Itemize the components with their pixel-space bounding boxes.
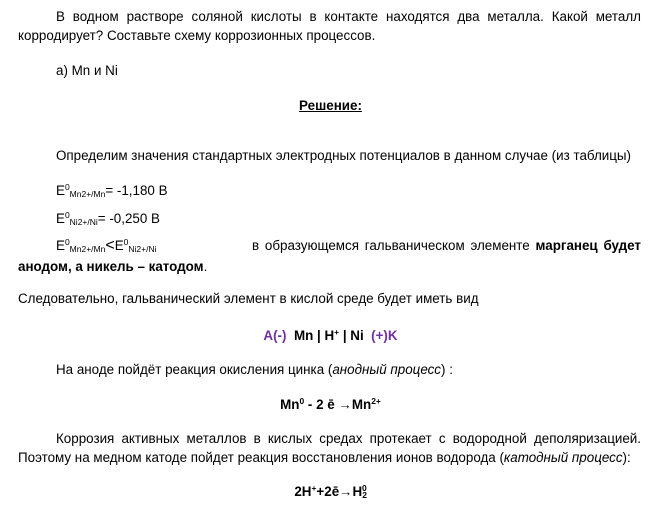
potential-sup: 0 xyxy=(64,210,70,220)
anode-equation xyxy=(0,396,661,413)
cathode-equation xyxy=(0,483,661,500)
compare-left-sup: 0 xyxy=(64,237,70,247)
corrosion-end: ): xyxy=(622,450,631,465)
corrosion-text-2: Поэтому на медном катоде пойдет реакция восстановления ионов водорода ( xyxy=(18,450,504,465)
element-sentence-text: в образующемся гальваническом элементе xyxy=(252,238,530,253)
element-sentence-bold-1: марганец будет xyxy=(535,238,641,253)
anode-eq-electron: ē xyxy=(327,397,335,412)
potential-sub: Ni2+/Ni xyxy=(69,217,98,227)
intro-text-1: В водном растворе соляной кислоты в контакте находятся два металла. Какой металл xyxy=(56,9,641,24)
element-sentence-line-2 xyxy=(18,258,207,275)
potential-value: = -0,250 В xyxy=(97,211,160,226)
cathode-eq-h2-sup: 0 xyxy=(361,483,367,493)
corrosion-line-2 xyxy=(18,449,631,466)
anode-italic: анодный процесс xyxy=(332,362,442,377)
anode-eq-mn2-sup: 2+ xyxy=(371,396,381,406)
intro-line-2: корродирует? Составьте схему коррозионных процессов. xyxy=(18,28,376,43)
compare-right-sup: 0 xyxy=(123,237,129,247)
potential-symbol: E xyxy=(56,211,65,226)
anode-end: ) : xyxy=(441,362,453,377)
scheme-anode-label: A(-) xyxy=(263,328,287,343)
element-sentence-bold-2: анодом, а никель – катодом xyxy=(18,259,204,274)
scheme-h-sup: + xyxy=(334,327,340,337)
compare-left-sub: Mn2+/Mn xyxy=(69,244,106,254)
corrosion-text-1: Коррозия активных металлов в кислых средах протекает с водородной деполяризацией. xyxy=(56,431,641,446)
cathode-eq-coef: +2 xyxy=(316,484,332,499)
cathode-eq-electron: ē xyxy=(331,484,340,499)
compare-left-symbol: E xyxy=(56,238,65,253)
corrosion-line-1 xyxy=(18,430,641,447)
potential-compare xyxy=(56,237,156,254)
scheme-middle: Mn | H xyxy=(293,328,335,343)
potential-symbol: E xyxy=(56,183,65,198)
solution-heading: Решение: xyxy=(299,98,362,113)
corrosion-italic: катодный процесс xyxy=(503,450,623,465)
anode-eq-mn2: Mn xyxy=(351,397,372,412)
cathode-eq-h2-sub: 2 xyxy=(362,490,367,500)
cathode-eq-h-sup: + xyxy=(311,483,317,493)
potential-sub: Mn2+/Mn xyxy=(69,189,106,199)
arrow-icon: → xyxy=(338,397,352,412)
scheme-middle-2: | Ni xyxy=(342,328,364,343)
determine-line: Определим значения стандартных электродных потенциалов в данном случае (из таблицы) xyxy=(56,148,632,163)
anode-line xyxy=(56,361,453,378)
scheme-cathode-label: (+)K xyxy=(371,328,398,343)
anode-text: На аноде пойдёт реакция окисления цинка ( xyxy=(56,362,333,377)
potential-mn xyxy=(56,182,168,199)
cathode-eq-h: 2H xyxy=(294,484,312,499)
consequently-line: Следовательно, гальванический элемент в кислой среде будет иметь вид xyxy=(18,291,479,306)
compare-right-symbol: E xyxy=(114,238,124,253)
anode-eq-mn: Mn xyxy=(280,397,300,412)
potential-ni xyxy=(56,210,160,227)
arrow-icon: → xyxy=(339,484,353,499)
cathode-eq-h2: H xyxy=(352,484,363,499)
anode-eq-mn-sup: 0 xyxy=(299,396,305,406)
compare-right-sub: Ni2+/Ni xyxy=(128,244,157,254)
element-sentence-line-1 xyxy=(252,237,641,254)
anode-eq-mid: - 2 xyxy=(307,397,324,412)
intro-line-1 xyxy=(18,8,641,25)
compare-sign: < xyxy=(105,237,115,254)
element-sentence-end: . xyxy=(203,259,208,274)
galvanic-scheme xyxy=(0,327,661,344)
potential-value: = -1,180 В xyxy=(105,183,168,198)
variant-line: а) Mn и Ni xyxy=(56,63,118,78)
potential-sup: 0 xyxy=(64,182,70,192)
